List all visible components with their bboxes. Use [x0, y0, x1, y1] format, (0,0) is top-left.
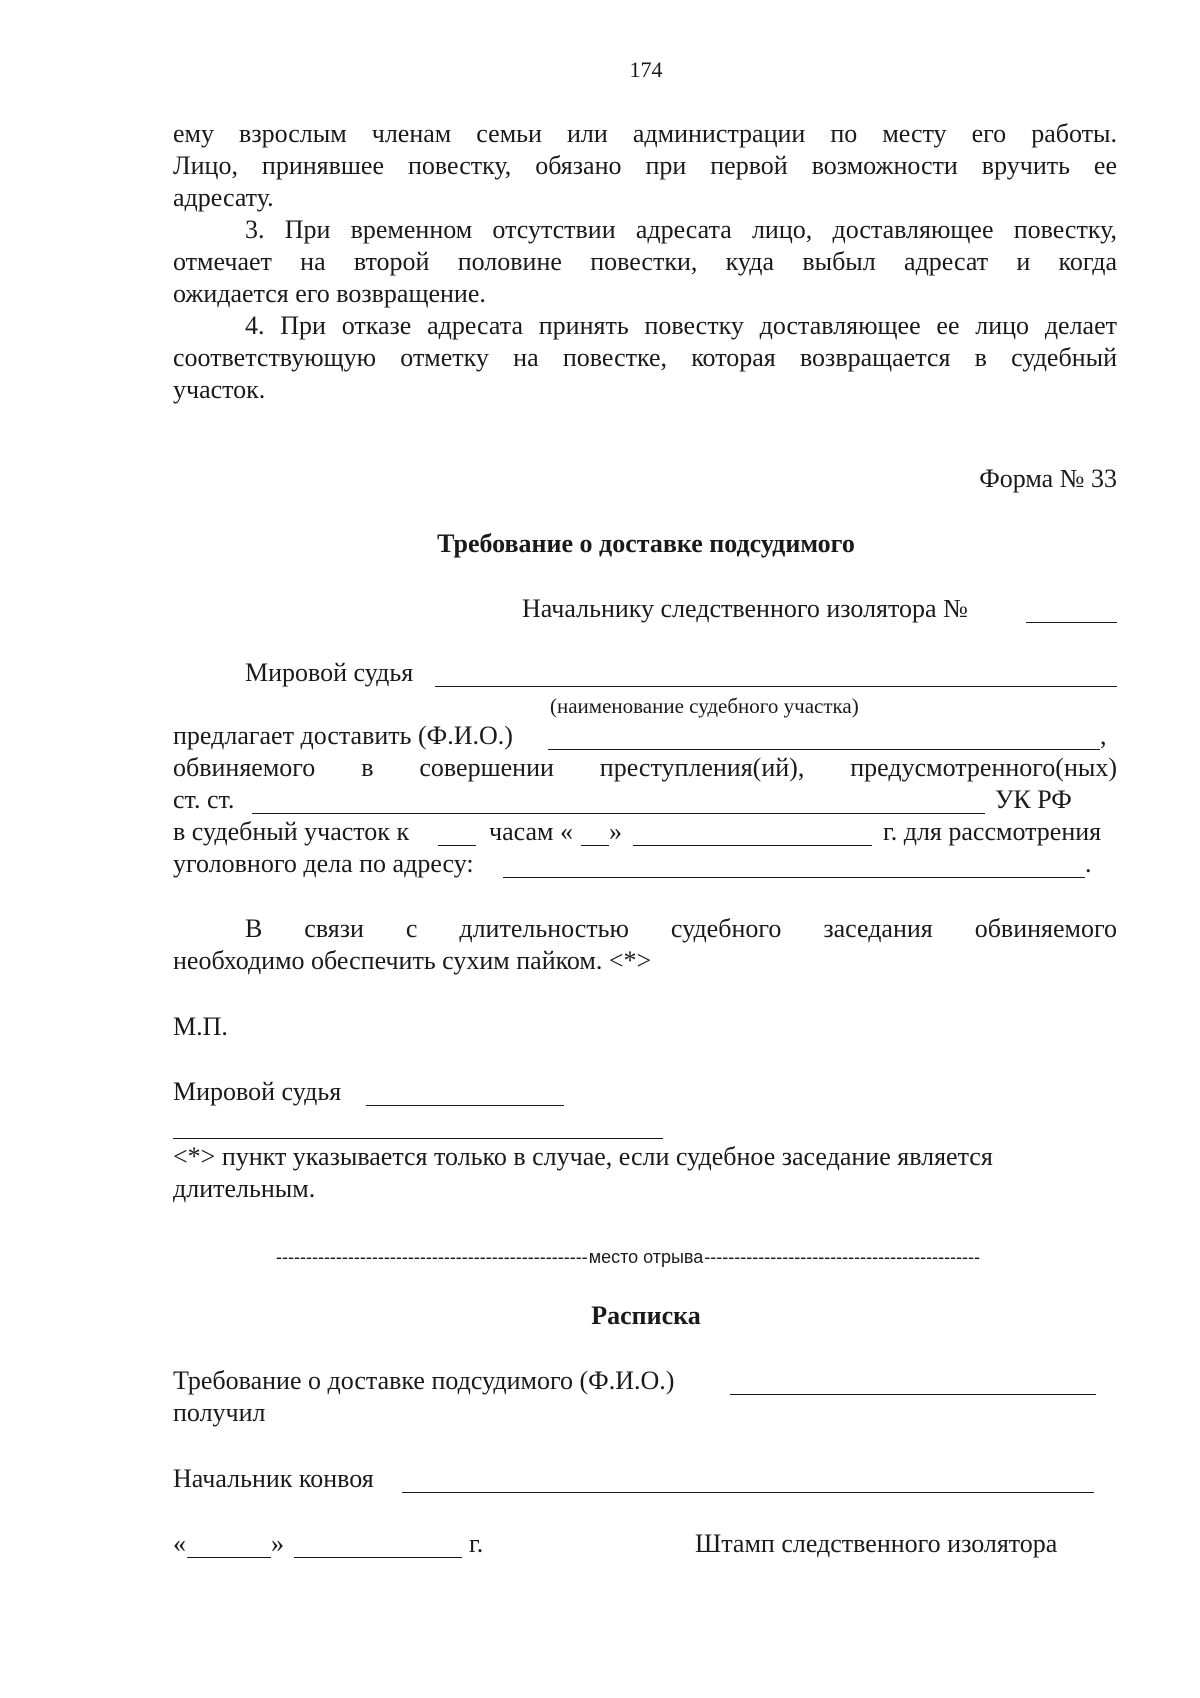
- form-number: Форма № 33: [979, 464, 1117, 493]
- tear-line-label: место отрыва: [588, 1247, 704, 1267]
- receipt-name-blank: [730, 1394, 1096, 1395]
- month-blank: [633, 845, 872, 846]
- receipt-month-blank: [294, 1557, 462, 1558]
- tear-line-left-dashes: ----------------------------------------------------: [275, 1247, 588, 1267]
- paragraph-4-line-3: участок.: [173, 375, 266, 404]
- intro-line-3: адресату.: [173, 183, 274, 212]
- receipt-date-open: «: [173, 1529, 186, 1558]
- receipt-date-close: »: [271, 1529, 284, 1558]
- signature-blank: [366, 1105, 564, 1106]
- court-district-blank: [435, 686, 1117, 687]
- convoy-signature-blank: [402, 1492, 1094, 1493]
- ration-line-2: необходимо обеспечить сухим пайком. <*>: [173, 946, 652, 975]
- tear-line-right-dashes: ----------------------------------------------: [704, 1247, 981, 1267]
- court-prefix: в судебный участок к: [173, 817, 410, 846]
- receipt-received: получил: [173, 1398, 266, 1427]
- deliver-line-end: ,: [1100, 721, 1107, 750]
- footnote-line-2: длительным.: [173, 1174, 316, 1203]
- articles-blank: [252, 813, 985, 814]
- articles-label: ст. ст.: [173, 785, 235, 814]
- receipt-request-label: Требование о доставке подсудимого (Ф.И.О.): [173, 1366, 675, 1395]
- court-hours-label: часам «: [489, 817, 573, 846]
- seal-label: М.П.: [173, 1012, 228, 1041]
- page-number: 174: [629, 57, 663, 82]
- intro-line-1: ему взрослым членам семьи или администрации по месту его работы.: [173, 119, 1117, 148]
- court-district-hint: (наименование судебного участка): [550, 694, 859, 718]
- intro-line-2: Лицо, принявшее повестку, обязано при первой возможности вручить ее: [173, 151, 1117, 180]
- paragraph-3-line-3: ожидается его возвращение.: [173, 279, 486, 308]
- addressee-label: Начальнику следственного изолятора №: [522, 594, 968, 623]
- judge-label: Мировой судья: [245, 658, 414, 687]
- receipt-year-suffix: г.: [469, 1529, 484, 1558]
- receipt-day-blank: [187, 1557, 271, 1558]
- addressee-number-blank: [1026, 622, 1117, 623]
- hour-blank: [438, 845, 476, 846]
- accused-line: обвиняемого в совершении преступления(ий), предусмотренного(ных): [173, 753, 1117, 782]
- form-title: Требование о доставке подсудимого: [437, 529, 855, 558]
- day-blank: [581, 845, 609, 846]
- address-end: .: [1085, 849, 1092, 878]
- paragraph-4-line-1: 4. При отказе адресата принять повестку доставляющее ее лицо делает: [245, 311, 1117, 340]
- footnote-separator: [173, 1138, 663, 1139]
- signature-label: Мировой судья: [173, 1077, 342, 1106]
- ration-line-1: В связи с длительностью судебного заседания обвиняемого: [245, 914, 1117, 943]
- deliver-label: предлагает доставить (Ф.И.О.): [173, 721, 513, 750]
- convoy-label: Начальник конвоя: [173, 1464, 374, 1493]
- footnote-line-1: <*> пункт указывается только в случае, если судебное заседание является: [173, 1142, 993, 1171]
- receipt-title: Расписка: [591, 1301, 701, 1330]
- articles-code: УК РФ: [995, 785, 1072, 814]
- address-label: уголовного дела по адресу:: [173, 849, 474, 878]
- paragraph-4-line-2: соответствующую отметку на повестке, которая возвращается в судебный: [173, 343, 1117, 372]
- tear-line: [175, 1241, 1117, 1273]
- address-blank: [503, 877, 1085, 878]
- paragraph-3-line-1: 3. При временном отсутствии адресата лицо, доставляющее повестку,: [245, 215, 1117, 244]
- court-quote-close: »: [609, 817, 622, 846]
- stamp-label: Штамп следственного изолятора: [695, 1529, 1058, 1558]
- accused-name-blank: [548, 749, 1100, 750]
- court-suffix: г. для рассмотрения: [883, 817, 1102, 846]
- paragraph-3-line-2: отмечает на второй половине повестки, куда выбыл адресат и когда: [173, 247, 1117, 276]
